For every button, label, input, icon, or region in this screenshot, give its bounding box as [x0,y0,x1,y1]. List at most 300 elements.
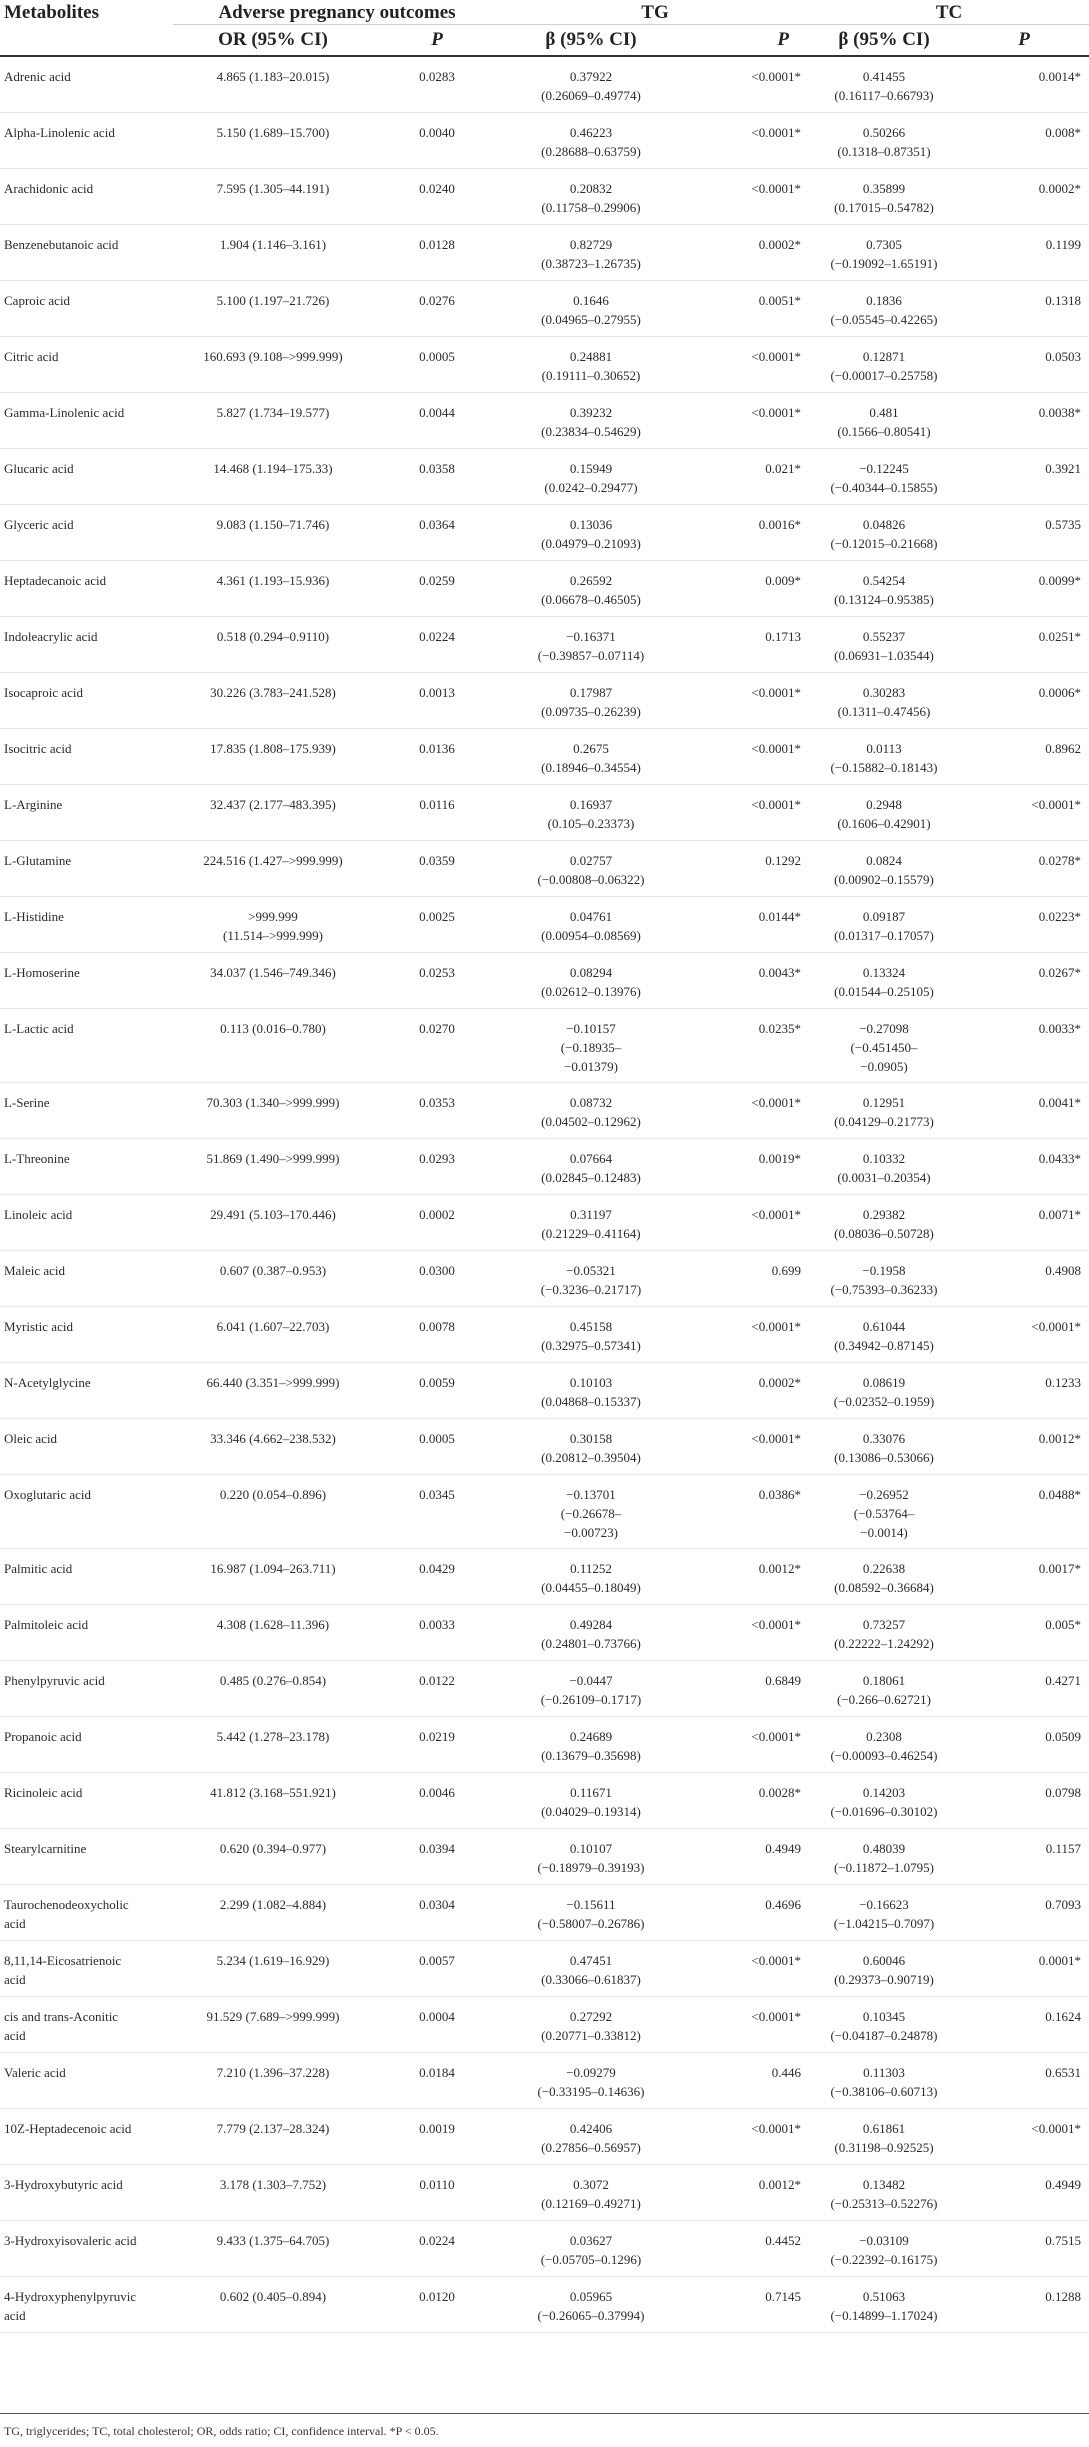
cell-p-or-value: 0.0224 [419,628,455,644]
cell-tc-p-value: 0.7093 [1045,1896,1082,1912]
cell-or-ci [173,1194,373,1250]
cell-tg-beta [501,2052,681,2108]
cell-tg-beta [501,1362,681,1418]
cell-tg-beta [501,952,681,1008]
cell-tg-beta-line: 0.24689 [569,1728,613,1744]
cell-tg-p-value: 0.0016* [758,516,802,532]
cell-tg-beta [501,1008,681,1082]
cell-tc-beta-line: 0.13324 [862,964,906,980]
cell-metabolite [0,1772,173,1828]
cell-metabolite-line: 4-Hydroxyphenylpyruvic [4,2288,137,2304]
cell-tg-beta [501,784,681,840]
header-adverse-pregnancy-outcomes: Adverse pregnancy outcomes [173,0,501,25]
table-row [0,1082,1089,1138]
cell-tg-beta [501,616,681,672]
cell-tg-beta-line: (0.00954–0.08569) [541,927,641,943]
cell-tg-beta-line: (0.20812–0.39504) [541,1449,641,1465]
cell-metabolite-line: Adrenic acid [4,69,71,84]
cell-tc-p [959,1194,1089,1250]
cell-or-ci [173,672,373,728]
table-row [0,280,1089,336]
table-row [0,1138,1089,1194]
cell-p-or [373,1604,501,1660]
cell-or-ci [173,1306,373,1362]
cell-or-ci-line: 9.433 (1.375–64.705) [216,2232,330,2248]
cell-tc-beta-line: 0.73257 [862,1616,906,1632]
cell-tc-beta-line: −0.03109 [859,2232,909,2248]
cell-or-ci-line: 0.602 (0.405–0.894) [219,2288,327,2304]
cell-tc-p-value: 0.0433* [1038,1150,1082,1166]
cell-tc-beta-line: (0.08592–0.36684) [834,1579,934,1595]
cell-p-or-value: 0.0359 [419,852,455,868]
cell-p-or-value: 0.0240 [419,180,455,196]
cell-metabolite [0,840,173,896]
header-tg: TG [501,0,809,25]
cell-tc-beta [809,1660,959,1716]
cell-metabolite [0,1884,173,1940]
cell-or-ci [173,2052,373,2108]
cell-tc-p [959,1716,1089,1772]
cell-tc-beta-line: 0.61044 [862,1318,906,1334]
cell-tg-p-value: 0.6849 [765,1672,802,1688]
cell-metabolite [0,1362,173,1418]
cell-tg-beta-line: 0.31197 [570,1206,612,1222]
cell-tg-p-value: <0.0001* [751,684,802,700]
cell-or-ci-line: 0.620 (0.394–0.977) [219,1840,327,1856]
cell-tg-beta-line: 0.03627 [569,2232,613,2248]
cell-p-or [373,1660,501,1716]
cell-tg-beta-line: (0.38723–1.26735) [541,255,641,271]
cell-or-ci [173,1548,373,1604]
cell-metabolite [0,1716,173,1772]
cell-metabolite-line: Propanoic acid [4,1728,82,1744]
cell-tg-beta-line: (0.28688–0.63759) [541,143,641,159]
cell-tg-beta [501,448,681,504]
cell-metabolite-line: N-Acetylglycine [4,1374,91,1390]
cell-or-ci [173,56,373,112]
cell-metabolite [0,1194,173,1250]
cell-tg-beta-line: (0.04979–0.21093) [541,535,641,551]
cell-tg-p [681,1474,809,1548]
cell-tg-p-value: <0.0001* [751,1952,802,1968]
cell-tg-p-value: 0.0019* [758,1150,802,1166]
cell-p-or [373,168,501,224]
cell-tg-p [681,2276,809,2332]
cell-tc-p-value: 0.0509 [1045,1728,1082,1744]
cell-tg-p-value: <0.0001* [751,1094,802,1110]
cell-tg-p-value: <0.0001* [751,2008,802,2024]
cell-or-ci [173,1996,373,2052]
cell-tg-p-value: <0.0001* [751,1318,802,1334]
header-beta-ci-tg: β (95% CI) [501,25,681,57]
cell-tc-beta-line: −0.16623 [859,1896,909,1912]
cell-tc-beta-line: (0.31198–0.92525) [834,2139,934,2155]
cell-p-or-value: 0.0033 [419,1616,455,1632]
cell-tg-p-value: <0.0001* [751,1430,802,1446]
cell-tg-beta-line: 0.27292 [569,2008,613,2024]
cell-p-or [373,2052,501,2108]
cell-p-or-value: 0.0219 [419,1728,455,1744]
table-row [0,1660,1089,1716]
cell-tc-p [959,1250,1089,1306]
cell-tc-p [959,2052,1089,2108]
cell-p-or-value: 0.0293 [419,1150,455,1166]
cell-p-or [373,1772,501,1828]
cell-tc-p-value: 0.4271 [1045,1672,1082,1688]
cell-tg-beta [501,2220,681,2276]
cell-tc-beta-line: (0.29373–0.90719) [834,1971,934,1987]
cell-p-or-value: 0.0364 [419,516,455,532]
cell-tg-p [681,1996,809,2052]
cell-tc-beta-line: 0.1836 [866,292,902,308]
cell-p-or [373,392,501,448]
cell-tg-p-value: <0.0001* [751,1616,802,1632]
table-row [0,2108,1089,2164]
cell-tc-p [959,1884,1089,1940]
cell-tg-p-value: 0.0051* [758,292,802,308]
cell-tc-p [959,1306,1089,1362]
cell-metabolite [0,1306,173,1362]
cell-tg-beta-line: 0.30158 [569,1430,613,1446]
cell-p-or [373,336,501,392]
cell-metabolite-line: L-Histidine [4,908,64,924]
cell-tc-beta-line: 0.10345 [862,2008,906,2024]
cell-or-ci [173,2108,373,2164]
cell-tg-beta-line: (0.02845–0.12483) [541,1169,641,1185]
cell-or-ci-line: 4.361 (1.193–15.936) [216,572,330,588]
cell-or-ci [173,112,373,168]
cell-tg-p-value: <0.0001* [751,348,802,364]
cell-tc-beta [809,1194,959,1250]
cell-tc-p [959,784,1089,840]
cell-tg-beta [501,1996,681,2052]
cell-tc-p-value: 0.1288 [1045,2288,1082,2304]
cell-tc-p [959,616,1089,672]
cell-tg-beta-line: 0.10103 [569,1374,613,1390]
cell-metabolite-line: Phenylpyruvic acid [4,1672,105,1688]
cell-tg-p-value: 0.0144* [758,908,802,924]
cell-p-or [373,840,501,896]
cell-tg-beta-line: 0.08732 [569,1094,613,1110]
cell-p-or [373,1418,501,1474]
cell-metabolite-line: Myristic acid [4,1318,73,1334]
cell-tc-beta-line: 0.22638 [862,1560,906,1576]
table-row [0,168,1089,224]
cell-tc-p [959,2108,1089,2164]
cell-tc-p [959,2220,1089,2276]
table-row [0,1716,1089,1772]
cell-metabolite-line: Palmitoleic acid [4,1616,89,1632]
footnote-divider [0,2413,1089,2414]
cell-tc-p [959,336,1089,392]
cell-tg-beta-line: 0.05965 [569,2288,613,2304]
cell-metabolite-line: Isocaproic acid [4,684,84,700]
cell-p-or [373,2108,501,2164]
cell-tg-beta [501,504,681,560]
cell-tc-p [959,1418,1089,1474]
cell-tg-p-value: <0.0001* [751,124,802,140]
cell-p-or-value: 0.0004 [419,2008,455,2024]
cell-tc-beta-line: (−0.75393–0.36233) [830,1281,938,1297]
table-row [0,112,1089,168]
cell-p-or-value: 0.0120 [419,2288,455,2304]
cell-p-or [373,1548,501,1604]
cell-tc-beta-line: (0.13124–0.95385) [834,591,934,607]
cell-tg-beta-line: (0.105–0.23373) [547,815,635,831]
cell-tc-p-value: 0.7515 [1045,2232,1082,2248]
cell-metabolite [0,336,173,392]
cell-tg-beta [501,1716,681,1772]
cell-or-ci [173,560,373,616]
cell-tc-beta-line: 0.09187 [862,908,906,924]
cell-tg-beta-line: 0.82729 [569,236,613,252]
header-p-tg: P [681,25,809,57]
cell-p-or-value: 0.0270 [419,1020,455,1036]
cell-tg-beta-line: (−0.18979–0.39193) [537,1859,645,1875]
cell-or-ci [173,224,373,280]
cell-or-ci [173,392,373,448]
cell-tc-beta [809,840,959,896]
cell-or-ci-line: 14.468 (1.194–175.33) [213,460,333,476]
cell-metabolite [0,448,173,504]
cell-metabolite [0,1138,173,1194]
cell-tg-beta [501,1306,681,1362]
cell-tg-beta-line: (0.02612–0.13976) [541,983,641,999]
cell-or-ci [173,1716,373,1772]
cell-or-ci-line: 224.516 (1.427–>999.999) [203,852,343,868]
cell-p-or [373,728,501,784]
cell-p-or [373,1194,501,1250]
cell-p-or-value: 0.0013 [419,684,455,700]
cell-tc-beta [809,560,959,616]
cell-metabolite [0,616,173,672]
cell-metabolite [0,952,173,1008]
cell-tg-beta-line: (−0.00808–0.06322) [537,871,645,887]
cell-tc-beta [809,952,959,1008]
cell-tc-p-value: 0.0278* [1038,852,1082,868]
cell-tg-beta [501,1138,681,1194]
cell-or-ci-line: 5.234 (1.619–16.929) [216,1952,330,1968]
cell-tg-p-value: 0.0002* [758,236,802,252]
cell-metabolite-line: Alpha-Linolenic acid [4,124,115,140]
cell-tc-beta-line: 0.14203 [862,1784,906,1800]
cell-tg-p-value: <0.0001* [751,1728,802,1744]
cell-tc-beta-line: 0.04826 [862,516,906,532]
cell-p-or-value: 0.0110 [419,2176,455,2192]
table-row [0,672,1089,728]
cell-tc-beta-line: 0.13482 [862,2176,906,2192]
cell-tc-p-value: 0.0099* [1038,572,1082,588]
cell-metabolite [0,1008,173,1082]
cell-or-ci [173,1604,373,1660]
cell-tc-beta-line: 0.11303 [863,2064,905,2080]
table-row [0,56,1089,112]
cell-p-or-value: 0.0276 [419,292,455,308]
cell-tg-beta [501,1828,681,1884]
cell-tc-beta [809,1082,959,1138]
cell-tc-p-value: 0.0041* [1038,1094,1082,1110]
cell-tg-p-value: <0.0001* [751,2120,802,2136]
cell-tc-beta [809,728,959,784]
cell-p-or [373,1306,501,1362]
cell-tc-beta [809,1548,959,1604]
cell-or-ci-line: 0.518 (0.294–0.9110) [216,628,330,644]
cell-tc-beta-line: 0.35899 [862,180,906,196]
cell-tg-beta-line: −0.0447 [569,1672,613,1688]
cell-p-or [373,448,501,504]
cell-tc-beta [809,2164,959,2220]
cell-tc-p [959,168,1089,224]
cell-tg-beta-line: 0.24881 [569,348,613,364]
cell-p-or-value: 0.0040 [419,124,455,140]
cell-tg-p [681,1008,809,1082]
cell-tg-beta-line: (0.21229–0.41164) [541,1225,641,1241]
cell-or-ci [173,728,373,784]
cell-tc-beta-line: (0.22222–1.24292) [834,1635,934,1651]
cell-or-ci-line: 4.865 (1.183–20.015) [216,69,330,84]
cell-p-or-value: 0.0059 [419,1374,455,1390]
table-row [0,1940,1089,1996]
cell-tc-beta-line: (−0.12015–0.21668) [830,535,938,551]
cell-or-ci-line: 3.178 (1.303–7.752) [219,2176,327,2192]
table-row [0,1250,1089,1306]
cell-or-ci-line: 33.346 (4.662–238.532) [210,1430,336,1446]
cell-tc-p [959,112,1089,168]
cell-p-or [373,1250,501,1306]
cell-tc-beta-line: (−0.01696–0.30102) [830,1803,938,1819]
cell-tg-beta-line: (−0.26109–0.1717) [540,1691,642,1707]
cell-metabolite [0,280,173,336]
cell-tc-beta [809,56,959,112]
cell-p-or [373,1996,501,2052]
cell-tg-beta [501,1250,681,1306]
cell-tc-p-value: 0.1624 [1045,2008,1082,2024]
cell-or-ci-line: 0.220 (0.054–0.896) [219,1486,327,1502]
cell-tc-p [959,560,1089,616]
cell-tc-beta-line: 0.48039 [862,1840,906,1856]
cell-tc-p [959,672,1089,728]
cell-p-or-value: 0.0345 [419,1486,455,1502]
cell-metabolite-line: Stearylcarnitine [4,1840,87,1856]
cell-metabolite [0,672,173,728]
cell-tc-beta-line: 0.33076 [862,1430,906,1446]
cell-tc-p-value: 0.0267* [1038,964,1082,980]
cell-p-or [373,1082,501,1138]
cell-tc-beta-line: (−1.04215–0.7097) [833,1915,935,1931]
cell-tc-p-value: 0.0223* [1038,908,1082,924]
cell-tg-beta-line: 0.3072 [573,2176,609,2192]
cell-or-ci-line: 29.491 (5.103–170.446) [210,1206,336,1222]
cell-tg-p [681,1660,809,1716]
cell-tc-p [959,504,1089,560]
cell-metabolite [0,224,173,280]
cell-metabolite [0,504,173,560]
cell-tg-beta-line: 0.47451 [569,1952,613,1968]
cell-p-or-value: 0.0283 [419,69,455,84]
cell-tg-beta-line: (0.04868–0.15337) [541,1393,641,1409]
table-row [0,1604,1089,1660]
cell-or-ci-line: 91.529 (7.689–>999.999) [206,2008,340,2024]
cell-p-or [373,784,501,840]
cell-or-ci-line: 41.812 (3.168–551.921) [210,1784,336,1800]
cell-tg-p [681,1884,809,1940]
cell-tc-p-value: <0.0001* [1031,796,1082,812]
cell-tc-p [959,1474,1089,1548]
cell-metabolite-line: 3-Hydroxybutyric acid [4,2176,123,2192]
cell-p-or [373,504,501,560]
cell-metabolite [0,112,173,168]
cell-or-ci [173,168,373,224]
cell-tg-beta-line: (0.26069–0.49774) [541,88,641,103]
cell-tg-beta-line: 0.49284 [569,1616,613,1632]
cell-tg-p [681,2164,809,2220]
cell-tc-p [959,1660,1089,1716]
cell-or-ci-line: 66.440 (3.351–>999.999) [206,1374,340,1390]
cell-tc-beta-line: 0.2948 [866,796,902,812]
cell-tg-beta-line: 0.42406 [569,2120,613,2136]
cell-metabolite-line: Citric acid [4,348,59,364]
cell-p-or-value: 0.0002 [419,1206,455,1222]
cell-tg-p-value: 0.021* [765,460,802,476]
cell-tc-p-value: 0.0014* [1038,69,1082,84]
cell-tc-p [959,448,1089,504]
cell-tc-beta-line: 0.55237 [862,628,906,644]
cell-tg-beta-line: 0.07664 [569,1150,613,1166]
table-row [0,2052,1089,2108]
cell-tg-beta-line: −0.16371 [566,628,616,644]
cell-or-ci-line: 5.442 (1.278–23.178) [216,1728,330,1744]
cell-tg-beta [501,392,681,448]
cell-tg-p [681,1194,809,1250]
table-row [0,1008,1089,1082]
cell-p-or [373,672,501,728]
cell-tc-beta-line: 0.08619 [862,1374,906,1390]
cell-or-ci-line: 32.437 (2.177–483.395) [210,796,336,812]
cell-tc-p-value: 0.0006* [1038,684,1082,700]
cell-p-or-value: 0.0044 [419,404,455,420]
cell-tc-beta [809,1716,959,1772]
cell-tc-p-value: 0.008* [1045,124,1082,140]
cell-tg-beta-line: (0.09735–0.26239) [541,703,641,719]
header-p-tc: P [959,25,1089,57]
cell-metabolite-line: Glyceric acid [4,516,74,532]
cell-tc-beta-line: 0.60046 [862,1952,906,1968]
cell-p-or [373,1362,501,1418]
cell-tg-beta [501,1940,681,1996]
cell-tc-p-value: 0.0503 [1045,348,1082,364]
cell-tg-beta-line: (0.19111–0.30652) [541,367,641,383]
cell-tg-p-value: 0.009* [765,572,802,588]
cell-metabolite-line: acid [4,2307,26,2323]
cell-metabolite-line: Heptadecanoic acid [4,572,107,588]
cell-tc-p-value: <0.0001* [1031,2120,1082,2136]
cell-tc-beta-line: (0.06931–1.03544) [834,647,934,663]
cell-tg-beta [501,896,681,952]
cell-or-ci-line: 16.987 (1.094–263.711) [210,1560,336,1576]
cell-tc-beta-line: (0.1606–0.42901) [837,815,931,831]
cell-tc-beta [809,112,959,168]
cell-tg-beta-line: (0.11758–0.29906) [541,199,641,215]
cell-tc-beta [809,168,959,224]
cell-tg-beta [501,280,681,336]
cell-p-or-value: 0.0122 [419,1672,455,1688]
cell-tg-beta [501,1082,681,1138]
cell-tg-p [681,2052,809,2108]
cell-tc-p-value: 0.1157 [1045,1840,1082,1856]
cell-tc-beta [809,224,959,280]
cell-tg-beta-line: (0.18946–0.34554) [541,759,641,775]
cell-tg-beta-line: (0.23834–0.54629) [541,423,641,439]
